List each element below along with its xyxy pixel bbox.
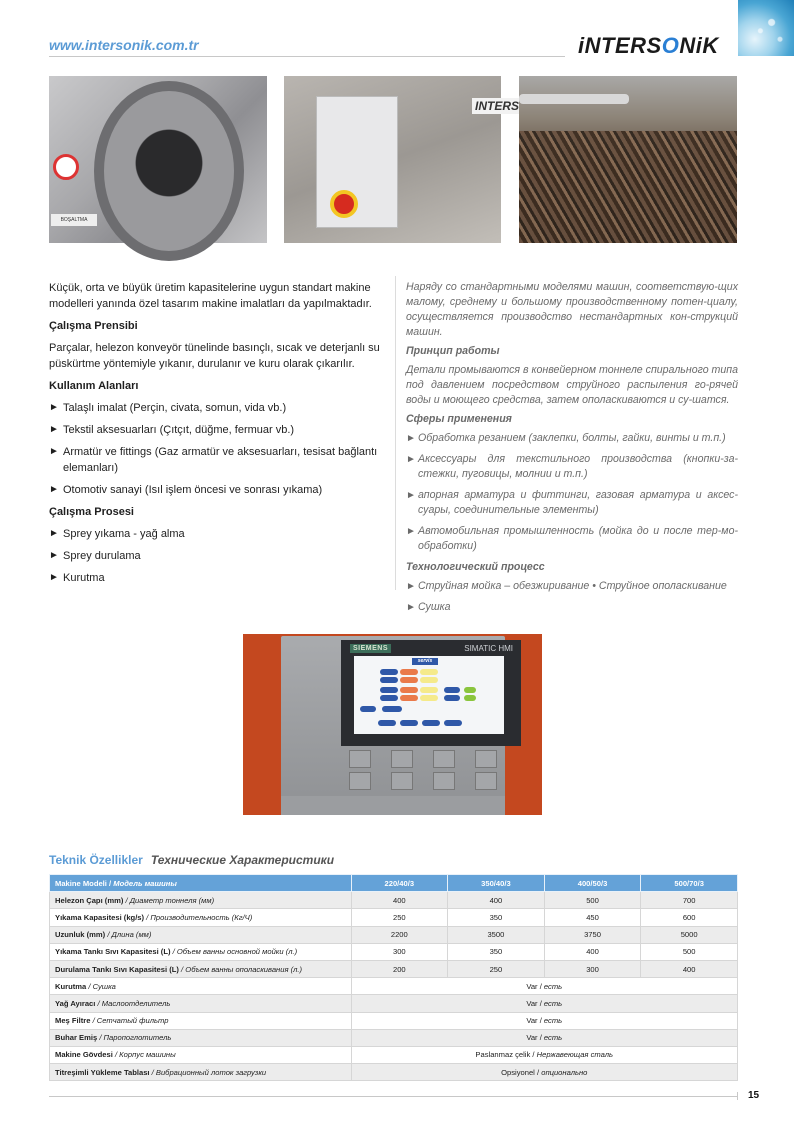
cell-value: 300 bbox=[351, 943, 448, 960]
item-text: Sprey yıkama - yağ alma bbox=[63, 528, 185, 540]
row-label bbox=[50, 892, 352, 909]
cell-value: 400 bbox=[641, 960, 738, 977]
screen-pill bbox=[378, 720, 396, 726]
item-text: Сушка bbox=[418, 601, 451, 613]
separator: / bbox=[537, 1033, 544, 1043]
discharge-label: BOŞALTMA bbox=[51, 214, 97, 226]
specs-title-ru: Технические Характеристики bbox=[150, 853, 335, 867]
separator: / bbox=[90, 1016, 97, 1026]
table-row bbox=[50, 1012, 738, 1029]
bullet-arrow-icon: ► bbox=[49, 550, 59, 561]
label-ru: Корпус машины bbox=[119, 1050, 176, 1060]
tr-usage-item bbox=[49, 482, 385, 498]
separator: / bbox=[537, 998, 544, 1008]
screen-pill bbox=[360, 706, 376, 712]
bullet-arrow-icon: ► bbox=[49, 528, 59, 539]
springs-conveyor-photo bbox=[519, 76, 737, 243]
screen-pill bbox=[380, 687, 398, 693]
screen-pill bbox=[444, 695, 460, 701]
label-ru: Сетчатый фильтр bbox=[96, 1016, 169, 1026]
label-tr: Uzunluk (mm) bbox=[55, 930, 106, 940]
pipe bbox=[519, 94, 629, 104]
cell-value: 250 bbox=[351, 909, 448, 926]
screen-pill bbox=[420, 695, 438, 701]
cell-value: 350 bbox=[448, 943, 545, 960]
control-panel-photo bbox=[284, 76, 520, 243]
label-tr: Makine Gövdesi bbox=[55, 1050, 113, 1060]
label-tr: Durulama Tankı Sıvı Kapasitesi (L) bbox=[55, 964, 179, 974]
springs-pile bbox=[519, 131, 737, 243]
tr-usage-item bbox=[49, 400, 385, 416]
separator: / bbox=[112, 1050, 120, 1060]
website-url[interactable]: www.intersonik.com.tr bbox=[49, 37, 199, 53]
cell-value: 300 bbox=[544, 960, 641, 977]
tr-principle-heading: Çalışma Prensibi bbox=[49, 320, 138, 332]
value-ru: есть bbox=[543, 981, 563, 991]
separator: / bbox=[537, 981, 544, 991]
merged-cell-value bbox=[351, 1029, 738, 1046]
bullet-arrow-icon: ► bbox=[406, 602, 416, 613]
separator: / bbox=[144, 912, 151, 922]
table-row bbox=[50, 1029, 738, 1046]
separator: / bbox=[86, 981, 93, 991]
siemens-logo: SIEMENS bbox=[350, 644, 391, 653]
row-label bbox=[50, 909, 352, 926]
item-text: Kurutma bbox=[63, 572, 105, 584]
screen-pill bbox=[420, 677, 438, 683]
cell-value: 400 bbox=[544, 943, 641, 960]
item-text: Armatür ve fittings (Gaz armatür ve aksesuarları, tesisat bağlantı elemanları) bbox=[63, 446, 378, 474]
footer-divider bbox=[49, 1096, 738, 1097]
logo-text-end: NiK bbox=[679, 33, 719, 58]
function-key bbox=[475, 772, 497, 790]
screen-pill bbox=[420, 669, 438, 675]
label-ru: Вибрационный лоток загрузки bbox=[155, 1067, 267, 1077]
function-key bbox=[349, 772, 371, 790]
separator: / bbox=[530, 1050, 537, 1060]
item-text: Otomotiv sanayi (Isıl işlem öncesi ve sonrası yıkama) bbox=[63, 484, 323, 496]
tr-principle-text: Parçalar, helezon konveyör tünelinde basınçlı, sıcak ve deterjanlı su püskürtme yöntemiyle yıkanır, durulanır ve kuru olarak çıkarılır. bbox=[49, 342, 380, 370]
screen-pill bbox=[400, 720, 418, 726]
screen-pill bbox=[400, 695, 418, 701]
screen-pill bbox=[400, 677, 418, 683]
specs-title bbox=[49, 853, 334, 867]
ru-process-item bbox=[406, 579, 738, 594]
separator: / bbox=[170, 947, 177, 957]
model-column-header: 400/50/3 bbox=[544, 875, 641, 892]
cell-value: 450 bbox=[544, 909, 641, 926]
table-row bbox=[50, 978, 738, 995]
value-ru: есть bbox=[543, 1016, 563, 1026]
separator: / bbox=[95, 998, 102, 1008]
row-label bbox=[50, 1046, 352, 1063]
bullet-arrow-icon: ► bbox=[406, 490, 416, 501]
intersonik-logo bbox=[578, 33, 719, 59]
separator: / bbox=[534, 1067, 542, 1077]
bullet-arrow-icon: ► bbox=[49, 572, 59, 583]
value-ru: есть bbox=[543, 998, 563, 1008]
label-ru: Сушка bbox=[92, 981, 116, 991]
cell-value: 350 bbox=[448, 909, 545, 926]
ru-usage-item bbox=[406, 488, 738, 518]
item-text: Аксессуары для текстильного производства (кнопки-за-стежки, пуговицы, молнии и т.п.) bbox=[418, 453, 738, 480]
bullet-arrow-icon: ► bbox=[49, 484, 59, 495]
separator: / bbox=[105, 930, 112, 940]
label-tr: Helezon Çapı (mm) bbox=[55, 895, 124, 905]
ru-usage-heading: Сферы применения bbox=[406, 413, 512, 425]
logo-text-o: O bbox=[661, 33, 680, 58]
bullet-arrow-icon: ► bbox=[49, 446, 59, 457]
item-text: Talaşlı imalat (Perçin, civata, somun, vida vb.) bbox=[63, 402, 287, 414]
item-text: Tekstil aksesuarları (Çıtçıt, düğme, fermuar vb.) bbox=[63, 424, 295, 436]
function-key bbox=[349, 750, 371, 768]
row-label bbox=[50, 926, 352, 943]
label-ru: Объем ванны основной мойки (л.) bbox=[176, 947, 298, 957]
tr-intro: Küçük, orta ve büyük üretim kapasitelerine uygun standart makine modelleri yanında özel tasarım makine imalatları da yapılmaktadır. bbox=[49, 282, 372, 310]
merged-cell-value bbox=[351, 1064, 738, 1081]
cell-value: 600 bbox=[641, 909, 738, 926]
header-ru: Модель машины bbox=[113, 878, 177, 888]
label-tr: Meş Filtre bbox=[55, 1016, 91, 1026]
bullet-arrow-icon: ► bbox=[406, 581, 416, 592]
label-ru: Длина (мм) bbox=[111, 930, 152, 940]
table-row bbox=[50, 960, 738, 977]
hmi-screen bbox=[354, 656, 504, 734]
cell-value: 5000 bbox=[641, 926, 738, 943]
label-tr: Kurutma bbox=[55, 981, 87, 991]
turkish-description bbox=[49, 280, 385, 592]
bullet-arrow-icon: ► bbox=[49, 402, 59, 413]
row-label bbox=[50, 943, 352, 960]
table-row bbox=[50, 943, 738, 960]
machine-tunnel-photo bbox=[49, 76, 267, 243]
footer-tick bbox=[737, 1092, 738, 1100]
ru-principle-heading: Принцип работы bbox=[406, 345, 500, 357]
label-tr: Yıkama Tankı Sıvı Kapasitesi (L) bbox=[55, 947, 171, 957]
table-row bbox=[50, 1064, 738, 1081]
table-row bbox=[50, 926, 738, 943]
row-label bbox=[50, 1029, 352, 1046]
separator: / bbox=[149, 1067, 156, 1077]
cell-value: 500 bbox=[544, 892, 641, 909]
ru-process-item bbox=[406, 600, 738, 615]
value-tr: Var bbox=[526, 1016, 538, 1026]
ru-usage-item bbox=[406, 524, 738, 554]
simatic-label: SIMATIC HMI bbox=[464, 644, 513, 653]
ru-intro: Наряду со стандартными моделями машин, соответствую-щих малому, среднему и большому производственному потен-циалу, осуществляется производство нестандартных кон-струкций машин. bbox=[406, 281, 738, 338]
screen-pill bbox=[380, 669, 398, 675]
function-key bbox=[391, 772, 413, 790]
value-tr: Var bbox=[526, 981, 538, 991]
screen-pill bbox=[382, 706, 402, 712]
row-label bbox=[50, 1012, 352, 1029]
label-tr: Buhar Emiş bbox=[55, 1033, 98, 1043]
tr-process-item bbox=[49, 570, 385, 586]
cell-value: 3750 bbox=[544, 926, 641, 943]
row-label bbox=[50, 1064, 352, 1081]
function-key bbox=[391, 750, 413, 768]
item-text: Обработка резанием (заклепки, болты, гайки, винты и т.п.) bbox=[418, 432, 726, 444]
table-row bbox=[50, 892, 738, 909]
cell-value: 2200 bbox=[351, 926, 448, 943]
value-ru: Нержавеющая сталь bbox=[536, 1050, 614, 1060]
value-tr: Var bbox=[526, 998, 538, 1008]
value-ru: опционально bbox=[541, 1067, 588, 1077]
bullet-arrow-icon: ► bbox=[49, 424, 59, 435]
tr-usage-heading: Kullanım Alanları bbox=[49, 380, 139, 392]
label-tr: Yağ Ayıracı bbox=[55, 998, 96, 1008]
model-column-header: 350/40/3 bbox=[448, 875, 545, 892]
merged-cell-value bbox=[351, 995, 738, 1012]
table-row bbox=[50, 909, 738, 926]
screen-pill bbox=[422, 720, 440, 726]
screen-pill bbox=[464, 695, 476, 701]
screen-pill bbox=[400, 669, 418, 675]
label-tr: Yıkama Kapasitesi (kg/s) bbox=[55, 912, 145, 922]
separator: / bbox=[97, 1033, 104, 1043]
screen-pill bbox=[380, 677, 398, 683]
screen-pill bbox=[420, 687, 438, 693]
screen-pill bbox=[400, 687, 418, 693]
function-key bbox=[475, 750, 497, 768]
row-label bbox=[50, 978, 352, 995]
cell-value: 3500 bbox=[448, 926, 545, 943]
function-key bbox=[433, 772, 455, 790]
cell-value: 200 bbox=[351, 960, 448, 977]
function-key bbox=[433, 750, 455, 768]
screen-pill bbox=[464, 687, 476, 693]
bullet-arrow-icon: ► bbox=[406, 526, 416, 537]
screen-pill bbox=[444, 687, 460, 693]
page-number: 15 bbox=[748, 1090, 760, 1101]
tr-usage-item bbox=[49, 444, 385, 476]
bullet-arrow-icon: ► bbox=[406, 454, 416, 465]
value-tr: Opsiyonel bbox=[501, 1067, 535, 1077]
separator: / bbox=[178, 964, 186, 974]
machine-brand-plate: INTERS bbox=[472, 98, 522, 114]
no-hand-warning-icon bbox=[53, 154, 79, 180]
tunnel-opening bbox=[94, 81, 244, 261]
cell-value: 500 bbox=[641, 943, 738, 960]
model-header bbox=[50, 875, 352, 892]
item-text: Автомобильная промышленность (мойка до и после тер-мо-обработки) bbox=[418, 525, 738, 552]
hmi-panel-photo bbox=[243, 634, 542, 815]
merged-cell-value bbox=[351, 1012, 738, 1029]
label-ru: Объем ванны ополаскивания (л.) bbox=[185, 964, 303, 974]
table-row bbox=[50, 1046, 738, 1063]
separator: / bbox=[123, 895, 130, 905]
logo-text-start: iNTERS bbox=[578, 33, 662, 58]
hmi-keypad-bottom bbox=[281, 796, 505, 815]
specs-title-tr: Teknik Özellikler bbox=[49, 853, 143, 867]
separator: / bbox=[537, 1016, 544, 1026]
value-tr: Var bbox=[526, 1033, 538, 1043]
hmi-frame bbox=[281, 636, 513, 815]
cell-value: 250 bbox=[448, 960, 545, 977]
item-text: апорная арматура и фиттинги, газовая арматура и аксес-суары, соединительные элементы) bbox=[418, 489, 738, 516]
tr-process-heading: Çalışma Prosesi bbox=[49, 506, 134, 518]
separator: / bbox=[106, 878, 114, 888]
label-ru: Диаметр тоннеля (мм) bbox=[129, 895, 215, 905]
header-divider bbox=[49, 56, 565, 57]
emergency-stop-icon bbox=[330, 190, 358, 218]
row-label bbox=[50, 995, 352, 1012]
ru-process-heading: Технологический процесс bbox=[406, 561, 545, 573]
screen-title: servis bbox=[412, 658, 438, 665]
specs-table bbox=[49, 874, 738, 1081]
value-tr: Paslanmaz çelik bbox=[475, 1050, 531, 1060]
ru-principle-text: Детали промываются в конвейерном тоннеле спирального типа под давлением посредством струйного распыления го-рячей воды и моющего средства, затем ополаскиваются и су-шатся. bbox=[406, 364, 738, 406]
hmi-function-keys bbox=[341, 748, 521, 796]
merged-cell-value bbox=[351, 978, 738, 995]
cell-value: 700 bbox=[641, 892, 738, 909]
ru-usage-item bbox=[406, 431, 738, 446]
russian-description bbox=[406, 280, 738, 621]
merged-cell-value bbox=[351, 1046, 738, 1063]
label-ru: Маслоотделитель bbox=[101, 998, 171, 1008]
model-column-header: 500/70/3 bbox=[641, 875, 738, 892]
screen-pill bbox=[444, 720, 462, 726]
tr-process-item bbox=[49, 548, 385, 564]
screen-pill bbox=[380, 695, 398, 701]
ru-usage-item bbox=[406, 452, 738, 482]
label-ru: Производительность (Кг/Ч) bbox=[150, 912, 253, 922]
tr-usage-item bbox=[49, 422, 385, 438]
cell-value: 400 bbox=[448, 892, 545, 909]
label-ru: Паропоглотитель bbox=[103, 1033, 172, 1043]
tr-process-item bbox=[49, 526, 385, 542]
column-divider bbox=[395, 276, 396, 590]
value-ru: есть bbox=[543, 1033, 563, 1043]
row-label bbox=[50, 960, 352, 977]
hmi-bezel bbox=[341, 640, 521, 746]
bullet-arrow-icon: ► bbox=[406, 433, 416, 444]
header-tr: Makine Modeli bbox=[55, 878, 107, 888]
cell-value: 400 bbox=[351, 892, 448, 909]
water-splash-graphic bbox=[738, 0, 794, 56]
model-column-header: 220/40/3 bbox=[351, 875, 448, 892]
specs-header-row bbox=[50, 875, 738, 892]
item-text: Sprey durulama bbox=[63, 550, 141, 562]
item-text: Струйная мойка – обезжиривание • Струйное ополаскивание bbox=[418, 580, 727, 592]
table-row bbox=[50, 995, 738, 1012]
label-tr: Titreşimli Yükleme Tablası bbox=[55, 1067, 150, 1077]
